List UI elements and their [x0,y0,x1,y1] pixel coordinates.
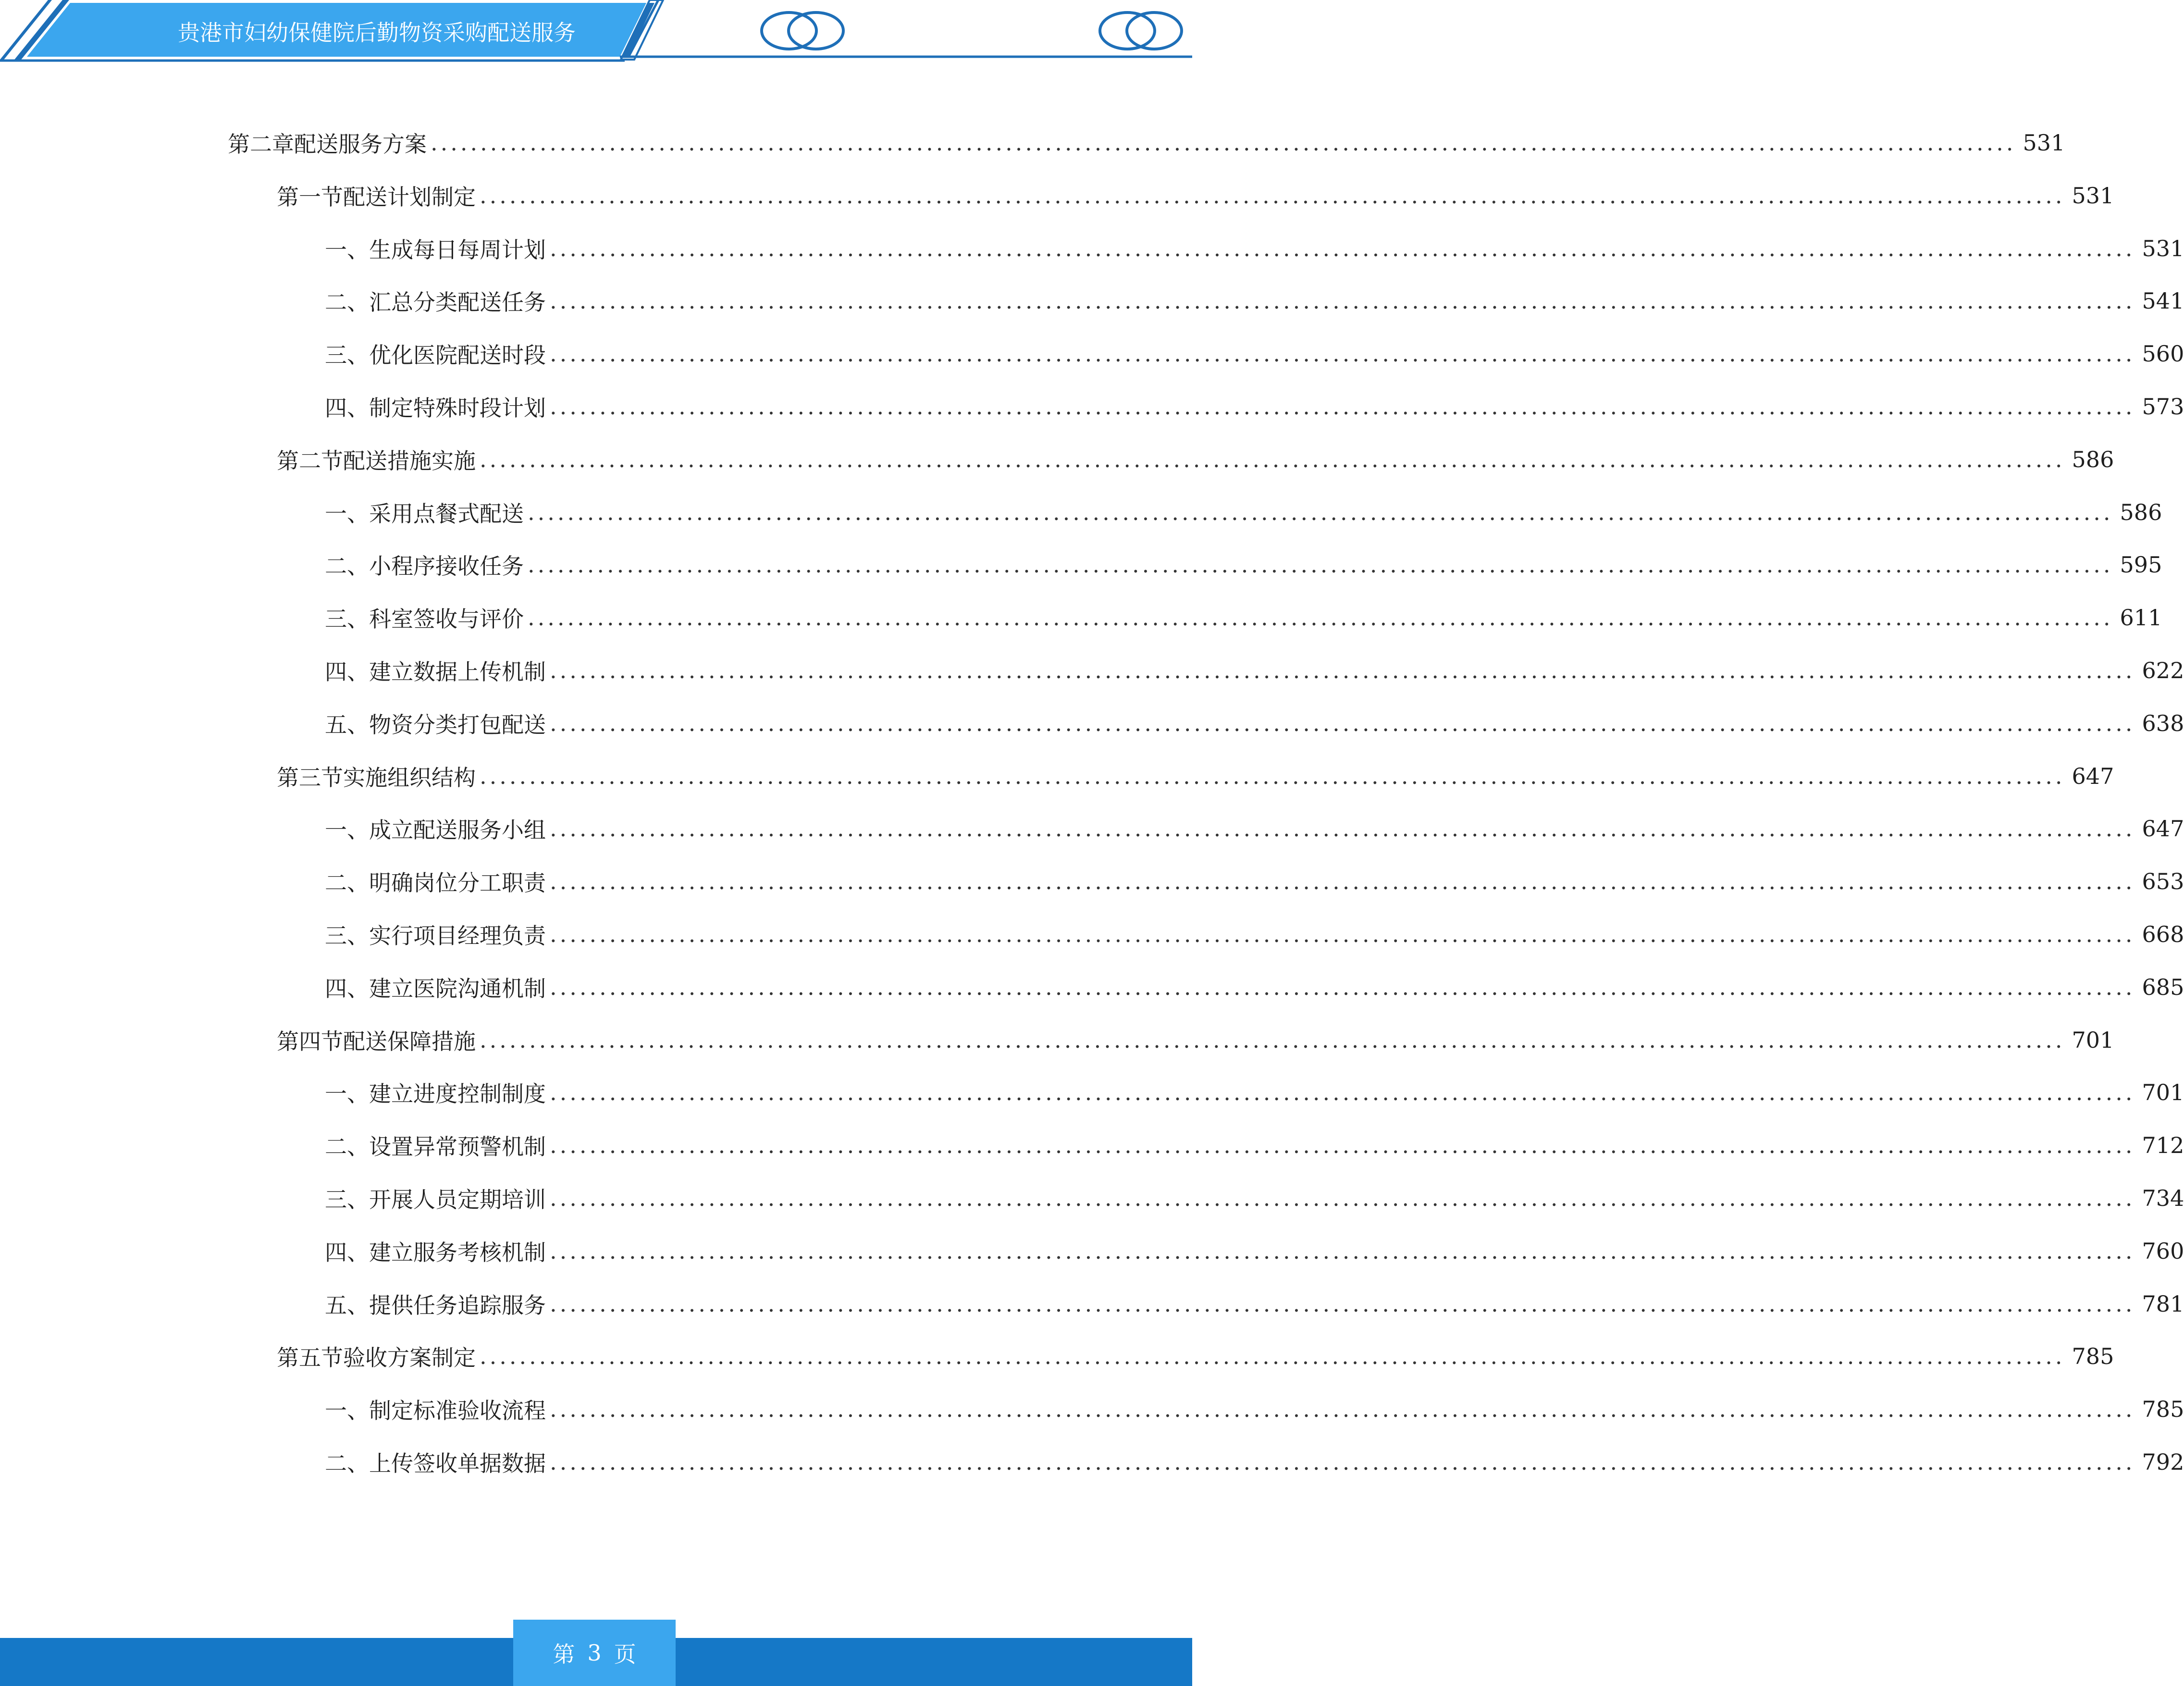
rings-icon-right [1100,12,1182,49]
rings-icon-left [762,12,843,49]
page-number: 3 [587,1640,602,1666]
toc-entry-marker: 五、 [325,1292,369,1318]
toc-entry[interactable] [325,496,2162,529]
toc-entry-page: 653 [2142,868,2184,894]
toc-entry-title: 优化医院配送时段 [369,342,546,368]
toc-entry-page: 647 [2072,763,2114,789]
toc-entry-marker: 三、 [325,606,369,632]
toc-dot-leader: ................................................................................................................................................................ [550,1291,2135,1317]
toc-dot-leader: ................................................................................................................................................................ [480,1027,2065,1053]
toc-entry-title: 采用点餐式配送 [369,501,524,527]
toc-entry-marker: 二、 [325,1134,369,1160]
toc-entry-page: 595 [2120,552,2162,578]
toc-entry-title: 建立医院沟通机制 [369,976,546,1002]
toc-dot-leader: ................................................................................................................................................................ [550,868,2135,894]
toc-entry-page: 531 [2072,183,2114,209]
toc-entry-marker: 第二章 [228,131,294,157]
toc-entry[interactable] [277,443,2114,476]
toc-entry-marker: 一、 [325,1081,369,1107]
page-label-prefix: 第 [553,1641,575,1667]
toc-dot-leader: ................................................................................................................................................................ [480,183,2065,209]
toc-entry-page: 638 [2142,710,2184,736]
toc-entry[interactable] [277,1339,2114,1373]
toc-entry-title: 科室签收与评价 [369,606,524,632]
toc-dot-leader: ................................................................................................................................................................ [550,394,2135,420]
toc-dot-leader: ................................................................................................................................................................ [550,1238,2135,1264]
toc-entry[interactable] [325,284,2184,318]
page-label-suffix: 页 [614,1641,636,1667]
toc-entry-marker: 三、 [325,923,369,949]
toc-entry-page: 586 [2072,446,2114,472]
toc-entry-page: 586 [2120,499,2162,525]
toc-entry-page: 573 [2142,394,2184,420]
toc-entry-title: 设置异常预警机制 [369,1134,546,1160]
toc-entry-marker: 二、 [325,289,369,315]
toc-entry-title: 配送服务方案 [294,131,427,157]
toc-entry-title: 开展人员定期培训 [369,1187,546,1213]
page-header [0,0,1192,62]
toc-entry-title: 制定标准验收流程 [369,1398,546,1424]
toc-entry[interactable] [325,390,2184,423]
toc-entry-title: 成立配送服务小组 [369,817,546,843]
toc-entry-title: 配送保障措施 [343,1029,476,1054]
toc-entry-marker: 一、 [325,237,369,263]
toc-entry-page: 734 [2142,1185,2184,1211]
toc-entry-marker: 第一节 [277,184,343,210]
toc-entry-title: 生成每日每周计划 [369,237,546,263]
toc-entry[interactable] [325,1076,2184,1109]
toc-entry[interactable] [325,970,2184,1004]
toc-entry-page: 622 [2142,657,2184,683]
toc-entry-page: 531 [2023,130,2065,156]
toc-entry-marker: 四、 [325,1240,369,1265]
toc-dot-leader: ................................................................................................................................................................ [528,605,2113,631]
toc-entry[interactable] [325,654,2184,687]
toc-entry-page: 685 [2142,974,2184,1000]
toc-entry-marker: 三、 [325,1187,369,1213]
toc-entry-marker: 一、 [325,817,369,843]
toc-entry[interactable] [325,232,2184,265]
toc-dot-leader: ................................................................................................................................................................ [550,1396,2135,1422]
toc-entry[interactable] [228,126,2065,160]
toc-entry-title: 明确岗位分工职责 [369,870,546,896]
toc-entry-marker: 四、 [325,659,369,685]
toc-entry-page: 785 [2142,1396,2184,1422]
toc-entry-title: 配送计划制定 [343,184,476,210]
toc-dot-leader: ................................................................................................................................................................ [480,763,2065,789]
toc-entry-marker: 三、 [325,342,369,368]
toc-entry[interactable] [325,1392,2184,1426]
toc-entry-title: 小程序接收任务 [369,553,524,579]
toc-entry[interactable] [325,1287,2184,1321]
toc-entry-page: 760 [2142,1238,2184,1264]
toc-entry-page: 701 [2142,1079,2184,1105]
toc-dot-leader: ................................................................................................................................................................ [480,1343,2065,1369]
toc-entry[interactable] [325,601,2162,634]
toc-entry-title: 建立数据上传机制 [369,659,546,685]
toc-entry-title: 实行项目经理负责 [369,923,546,949]
toc-dot-leader: ................................................................................................................................................................ [550,1185,2135,1211]
toc-entry-page: 781 [2142,1291,2184,1317]
toc-entry-title: 制定特殊时段计划 [369,395,546,421]
toc-entry-page: 611 [2120,605,2162,631]
toc-dot-leader: ................................................................................................................................................................ [431,130,2016,156]
toc-entry-title: 物资分类打包配送 [369,712,546,738]
toc-entry-title: 配送措施实施 [343,448,476,474]
toc-entry[interactable] [325,1181,2184,1215]
toc-dot-leader: ................................................................................................................................................................ [480,446,2065,472]
toc-entry-title: 上传签收单据数据 [369,1450,546,1476]
toc-entry-marker: 二、 [325,1450,369,1476]
toc-entry-page: 647 [2142,816,2184,842]
toc-entry[interactable] [325,812,2184,845]
toc-entry-marker: 四、 [325,395,369,421]
toc-entry-page: 531 [2142,236,2184,261]
toc-dot-leader: ................................................................................................................................................................ [550,816,2135,842]
toc-dot-leader: ................................................................................................................................................................ [550,288,2135,314]
toc-entry-page: 701 [2072,1027,2114,1053]
toc-entry-marker: 第三节 [277,765,343,791]
toc-entry-page: 792 [2142,1449,2184,1475]
toc-entry[interactable] [277,179,2114,212]
toc-dot-leader: ................................................................................................................................................................ [550,1449,2135,1475]
toc-entry[interactable] [325,548,2162,582]
toc-entry-page: 785 [2072,1343,2114,1369]
toc-dot-leader: ................................................................................................................................................................ [550,974,2135,1000]
toc-entry[interactable] [277,1023,2114,1057]
toc-entry[interactable] [325,707,2184,740]
toc-entry[interactable] [325,865,2184,898]
toc-entry-marker: 五、 [325,712,369,738]
toc-entry[interactable] [325,917,2184,951]
toc-dot-leader: ................................................................................................................................................................ [550,921,2135,947]
toc-dot-leader: ................................................................................................................................................................ [550,1132,2135,1158]
toc-entry[interactable] [325,337,2184,371]
toc-entry-marker: 第二节 [277,448,343,474]
toc-entry-title: 实施组织结构 [343,765,476,791]
toc-entry-title: 建立进度控制制度 [369,1081,546,1107]
toc-entry-page: 668 [2142,921,2184,947]
toc-entry-title: 提供任务追踪服务 [369,1292,546,1318]
toc-entry-title: 验收方案制定 [343,1345,476,1371]
toc-dot-leader: ................................................................................................................................................................ [550,710,2135,736]
toc-entry[interactable] [277,759,2114,793]
toc-entry-title: 建立服务考核机制 [369,1240,546,1265]
toc-dot-leader: ................................................................................................................................................................ [550,1079,2135,1105]
toc-entry-page: 541 [2142,288,2184,314]
toc-entry-marker: 一、 [325,1398,369,1424]
toc-entry-title: 汇总分类配送任务 [369,289,546,315]
toc-dot-leader: ................................................................................................................................................................ [550,341,2135,367]
document-title: 贵港市妇幼保健院后勤物资采购配送服务 [178,20,576,46]
toc-entry-page: 560 [2142,341,2184,367]
toc-entry-marker: 第四节 [277,1029,343,1054]
toc-dot-leader: ................................................................................................................................................................ [550,657,2135,683]
toc-entry-marker: 四、 [325,976,369,1002]
toc-dot-leader: ................................................................................................................................................................ [528,499,2113,525]
toc-entry-marker: 二、 [325,553,369,579]
toc-entry[interactable] [325,1128,2184,1162]
toc-dot-leader: ................................................................................................................................................................ [528,552,2113,578]
toc-entry-marker: 一、 [325,501,369,527]
toc-dot-leader: ................................................................................................................................................................ [550,236,2135,261]
page-number-tab [513,1620,676,1686]
toc-entry[interactable] [325,1445,2184,1479]
toc-entry-marker: 第五节 [277,1345,343,1371]
toc-entry[interactable] [325,1234,2184,1268]
toc-entry-marker: 二、 [325,870,369,896]
toc-entry-page: 712 [2142,1132,2184,1158]
